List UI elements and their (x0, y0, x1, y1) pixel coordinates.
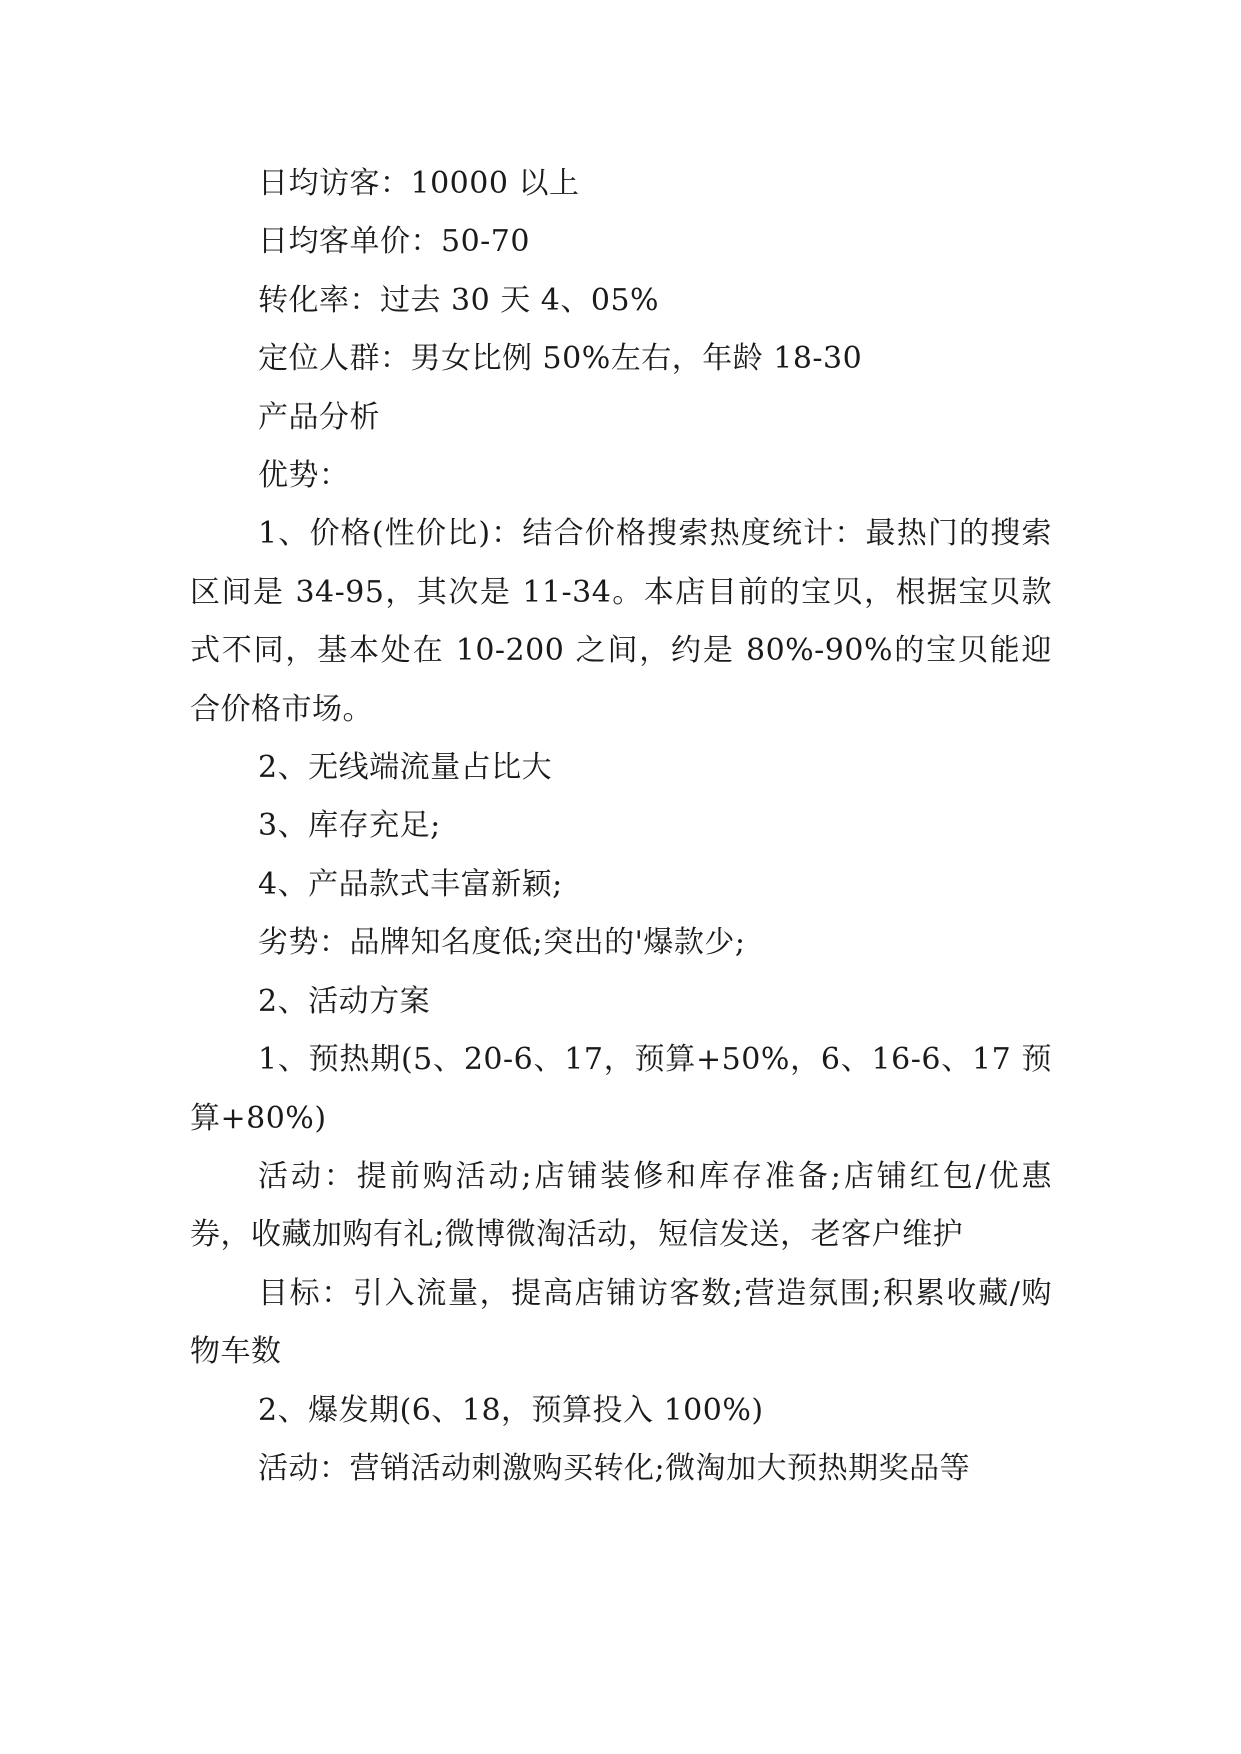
heading-product-analysis: 产品分析 (258, 399, 380, 435)
heading-strengths: 优势： (258, 458, 350, 494)
paragraph-conversion-rate: 转化率：过去 30 天 4、05% (258, 282, 660, 318)
paragraph-warmup-goals: 目标：引入流量，提高店铺访客数;营造氛围;积累收藏/购物车数 (190, 1275, 1052, 1370)
paragraph-burst-activities: 活动：营销活动刺激购买转化;微淘加大预热期奖品等 (258, 1450, 971, 1486)
paragraph-strength-price: 1、价格(性价比)：结合价格搜索热度统计：最热门的搜索区间是 34-95，其次是 11-34。本店目前的宝贝，根据宝贝款式不同，基本处在 10-200 之间，约是 80%-90%的宝贝能迎合价格市场。 (190, 516, 1052, 727)
paragraph-warmup-activities: 活动：提前购活动;店铺装修和库存准备;店铺红包/优惠券，收藏加购有礼;微博微淘活动，短信发送，老客户维护 (190, 1158, 1052, 1253)
paragraph-warmup-period: 1、预热期(5、20-6、17，预算+50%，6、16-6、17 预算+80%) (190, 1042, 1052, 1136)
paragraph-strength-mobile-traffic: 2、无线端流量占比大 (258, 750, 553, 786)
paragraph-daily-visitors: 日均访客：10000 以上 (258, 166, 580, 201)
paragraph-average-order-value: 日均客单价：50-70 (258, 224, 530, 260)
paragraph-burst-period: 2、爆发期(6、18，预算投入 100%) (258, 1392, 764, 1428)
document-body (190, 155, 1052, 1498)
heading-campaign-plan: 2、活动方案 (258, 983, 431, 1019)
paragraph-target-audience: 定位人群：男女比例 50%左右，年龄 18-30 (258, 341, 863, 377)
paragraph-strength-styles: 4、产品款式丰富新颖; (258, 866, 563, 902)
paragraph-weaknesses: 劣势：品牌知名度低;突出的'爆款少; (258, 925, 746, 961)
paragraph-strength-inventory: 3、库存充足; (258, 808, 441, 844)
